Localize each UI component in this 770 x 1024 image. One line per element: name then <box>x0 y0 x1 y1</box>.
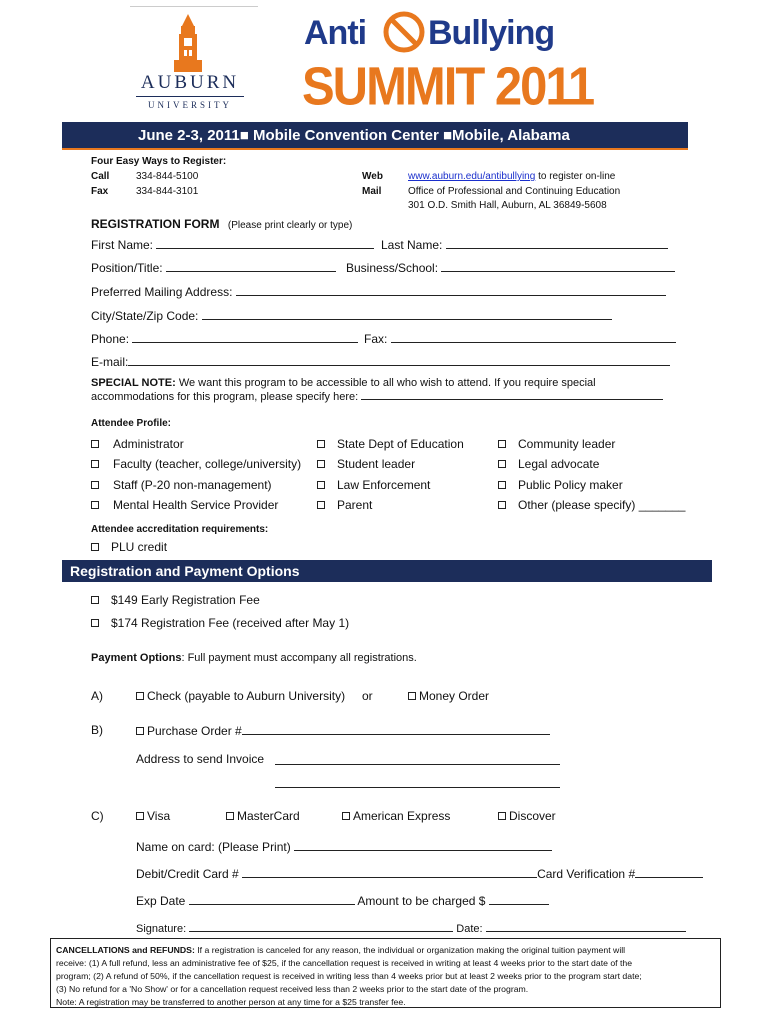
profile-option-label: Student leader <box>337 457 416 472</box>
call-value: 334-844-5100 <box>136 171 199 182</box>
visa-option[interactable] <box>136 809 170 823</box>
checkbox-icon[interactable] <box>91 543 99 551</box>
city-label: City/State/Zip Code: <box>91 309 199 323</box>
checkbox-icon[interactable] <box>136 692 144 700</box>
option-a-label: A) <box>91 689 103 703</box>
title-bullying: Bullying <box>428 14 555 52</box>
title-anti: Anti <box>304 14 367 52</box>
profile-option-label: Parent <box>337 497 373 512</box>
event-logo <box>296 8 596 116</box>
payment-section-title: Registration and Payment Options <box>70 563 300 579</box>
special-note-label: SPECIAL NOTE: <box>91 377 176 389</box>
checkbox-icon[interactable] <box>226 812 234 820</box>
mail-label: Mail <box>362 186 382 197</box>
profile-option-label: Public Policy maker <box>518 477 623 492</box>
fee-early-option[interactable] <box>91 593 260 607</box>
first-name-label: First Name: <box>91 238 154 252</box>
event-banner <box>62 122 688 150</box>
profile-option-label: Law Enforcement <box>337 477 431 492</box>
email-field[interactable] <box>91 354 670 369</box>
checkbox-icon[interactable] <box>91 460 99 468</box>
discover-label: Discover <box>509 809 556 823</box>
tower-icon <box>168 14 208 74</box>
phone-line[interactable] <box>132 331 358 343</box>
special-note-text2: accommodations for this program, please specify here: <box>91 391 359 403</box>
plu-credit-label: PLU credit <box>111 540 168 554</box>
profile-option[interactable] <box>91 454 301 474</box>
profile-option-label: State Dept of Education <box>337 437 464 451</box>
profile-option[interactable] <box>91 434 301 454</box>
form-title: REGISTRATION FORM <box>91 217 220 231</box>
profile-option[interactable] <box>317 454 464 474</box>
check-option[interactable] <box>136 689 345 703</box>
profile-option-label: Other (please specify) _______ <box>518 497 686 512</box>
exp-date-field[interactable] <box>136 893 549 908</box>
checkbox-icon[interactable] <box>498 440 506 448</box>
fax-field[interactable] <box>364 331 676 346</box>
last-name-line[interactable] <box>446 237 668 249</box>
profile-option[interactable] <box>91 495 301 515</box>
signature-label: Signature: <box>136 923 187 935</box>
card-verification-line[interactable] <box>635 866 703 878</box>
payment-options-label: Payment Options <box>91 652 182 664</box>
website-link[interactable]: www.auburn.edu/antibullying <box>408 171 536 182</box>
checkbox-icon[interactable] <box>317 440 325 448</box>
cancellations-line3: program; (2) A refund of 50%, if the cancellation request is received in writing less than 4 weeks prior but at least 2 weeks prior to the program start date; <box>56 971 642 982</box>
amount-line[interactable] <box>489 893 549 905</box>
name-on-card-label: Name on card: (Please Print) <box>136 840 291 854</box>
position-field[interactable] <box>91 260 336 275</box>
mastercard-label: MasterCard <box>237 809 300 823</box>
date-line[interactable] <box>486 922 686 932</box>
exp-date-label: Exp Date <box>136 894 186 908</box>
auburn-logo <box>118 6 258 114</box>
visa-label: Visa <box>147 809 171 823</box>
checkbox-icon[interactable] <box>317 460 325 468</box>
fee-early-label: $149 Early Registration Fee <box>111 593 260 607</box>
accommodations-line[interactable] <box>361 390 663 400</box>
money-order-option[interactable] <box>408 689 489 703</box>
option-c-label: C) <box>91 809 104 823</box>
cancellations-line5: Note: A registration may be transferred to another person at any time for a $25 transfer fee. <box>56 997 406 1008</box>
payment-options-text: : Full payment must accompany all registrations. <box>181 652 417 664</box>
profile-col1 <box>91 434 301 515</box>
or-text: or <box>362 689 373 703</box>
amex-label: American Express <box>353 809 451 823</box>
profile-option[interactable] <box>498 495 685 515</box>
cancellations-box <box>50 938 721 1008</box>
purchase-order-line[interactable] <box>242 723 550 735</box>
web-line <box>408 171 615 182</box>
university-divider <box>136 96 244 97</box>
profile-option[interactable] <box>317 495 464 515</box>
city-field[interactable] <box>91 308 612 323</box>
amex-option[interactable] <box>342 809 450 823</box>
purchase-order-label: Purchase Order # <box>147 724 242 738</box>
date-label: Date: <box>456 923 483 935</box>
profile-col3 <box>498 434 685 515</box>
profile-option[interactable] <box>498 475 685 495</box>
mastercard-option[interactable] <box>226 809 300 823</box>
fax-line[interactable] <box>391 331 676 343</box>
checkbox-icon[interactable] <box>136 812 144 820</box>
fax-field-label: Fax: <box>364 332 388 346</box>
profile-option[interactable] <box>498 434 685 454</box>
web-suffix: to register on-line <box>535 171 616 182</box>
invoice-line-2[interactable] <box>275 787 560 788</box>
checkbox-icon[interactable] <box>498 812 506 820</box>
exp-date-line[interactable] <box>189 893 355 905</box>
fee-regular-label: $174 Registration Fee (received after May 1) <box>111 616 350 630</box>
checkbox-icon[interactable] <box>498 501 506 509</box>
fax-label: Fax <box>91 186 109 197</box>
signature-field[interactable] <box>136 922 686 935</box>
mailing-label: Preferred Mailing Address: <box>91 285 233 299</box>
profile-option-label: Administrator <box>113 437 184 451</box>
accreditation-heading: Attendee accreditation requirements: <box>91 524 269 535</box>
profile-option[interactable] <box>317 475 464 495</box>
cancellations-line1: If a registration is canceled for any reason, the individual or organization making the original tuition payment will <box>194 945 626 955</box>
profile-option[interactable] <box>317 434 464 454</box>
last-name-field[interactable] <box>381 237 668 252</box>
summit-title: SUMMIT 2011 <box>302 57 594 117</box>
checkbox-icon[interactable] <box>91 619 99 627</box>
business-label: Business/School: <box>346 261 439 275</box>
university-sub: UNIVERSITY <box>148 100 232 110</box>
payment-section-bar <box>62 560 712 582</box>
form-title-note: (Please print clearly or type) <box>227 220 353 231</box>
email-label: E-mail: <box>91 355 129 369</box>
name-on-card-field[interactable] <box>136 839 552 854</box>
checkbox-icon[interactable] <box>342 812 350 820</box>
checkbox-icon[interactable] <box>498 460 506 468</box>
mail-line2: 301 O.D. Smith Hall, Auburn, AL 36849-5608 <box>408 200 607 211</box>
profile-option-label: Faculty (teacher, college/university) <box>113 457 302 472</box>
form-title-row <box>91 215 352 233</box>
profile-option-label: Legal advocate <box>518 457 600 472</box>
position-label: Position/Title: <box>91 261 163 275</box>
university-name: AUBURN <box>140 72 240 93</box>
mailing-field[interactable] <box>91 284 666 299</box>
no-symbol-icon <box>382 10 426 54</box>
profile-col2 <box>317 434 464 515</box>
invoice-label: Address to send Invoice <box>136 752 265 766</box>
fee-regular-option[interactable] <box>91 616 349 630</box>
plu-credit-option[interactable] <box>91 540 167 554</box>
city-line[interactable] <box>202 308 612 320</box>
name-on-card-line[interactable] <box>294 839 552 851</box>
banner-text: June 2-3, 2011■ Mobile Convention Center ■Mobile, Alabama <box>138 127 570 144</box>
check-label: Check (payable to Auburn University) <box>147 689 346 703</box>
cancellations-line2: receive: (1) A full refund, less an administrative fee of $25, if the cancellation request is received in writing at least 4 weeks prior to the start date of the <box>56 958 633 969</box>
checkbox-icon[interactable] <box>91 481 99 489</box>
discover-option[interactable] <box>498 809 556 823</box>
special-note <box>91 376 691 404</box>
invoice-line-1[interactable] <box>275 764 560 765</box>
phone-field[interactable] <box>91 331 358 346</box>
call-label: Call <box>91 171 110 182</box>
position-line[interactable] <box>166 260 336 272</box>
mailing-line[interactable] <box>236 284 666 296</box>
cancellations-label: CANCELLATIONS and REFUNDS: <box>56 945 195 955</box>
logo-top-line <box>130 6 258 7</box>
checkbox-icon[interactable] <box>136 727 144 735</box>
fax-value: 334-844-3101 <box>136 186 199 197</box>
card-number-label: Debit/Credit Card # <box>136 867 239 881</box>
profile-option-label: Community leader <box>518 437 616 451</box>
mail-line1: Office of Professional and Continuing Education <box>408 186 621 197</box>
ways-heading: Four Easy Ways to Register: <box>91 156 227 167</box>
checkbox-icon[interactable] <box>91 501 99 509</box>
special-note-text: We want this program to be accessible to all who wish to attend. If you require special <box>175 377 596 389</box>
card-verification-label: Card Verification # <box>537 867 636 881</box>
profile-heading: Attendee Profile: <box>91 418 172 429</box>
last-name-label: Last Name: <box>381 238 443 252</box>
first-name-field[interactable] <box>91 237 374 252</box>
payment-options-row <box>91 652 417 664</box>
card-number-field[interactable] <box>136 866 703 881</box>
profile-option-label: Staff (P-20 non-management) <box>113 477 272 492</box>
business-line[interactable] <box>441 260 675 272</box>
money-order-label: Money Order <box>419 689 490 703</box>
checkbox-icon[interactable] <box>317 481 325 489</box>
profile-option[interactable] <box>91 475 301 495</box>
signature-line[interactable] <box>189 922 453 932</box>
first-name-line[interactable] <box>156 237 374 249</box>
amount-label: Amount to be charged $ <box>357 894 486 908</box>
card-number-line[interactable] <box>242 866 537 878</box>
web-label: Web <box>362 171 383 182</box>
phone-label: Phone: <box>91 332 130 346</box>
checkbox-icon[interactable] <box>408 692 416 700</box>
checkbox-icon[interactable] <box>91 440 99 448</box>
email-line[interactable] <box>128 354 670 366</box>
purchase-order-field[interactable] <box>136 723 550 738</box>
option-b-label: B) <box>91 723 103 737</box>
cancellations-line4: (3) No refund for a 'No Show' or for a cancellation request received less than 2 weeks prior to the start date of the program. <box>56 984 529 995</box>
profile-option[interactable] <box>498 454 685 474</box>
checkbox-icon[interactable] <box>317 501 325 509</box>
business-field[interactable] <box>346 260 675 275</box>
checkbox-icon[interactable] <box>91 596 99 604</box>
profile-option-label: Mental Health Service Provider <box>113 497 279 512</box>
checkbox-icon[interactable] <box>498 481 506 489</box>
